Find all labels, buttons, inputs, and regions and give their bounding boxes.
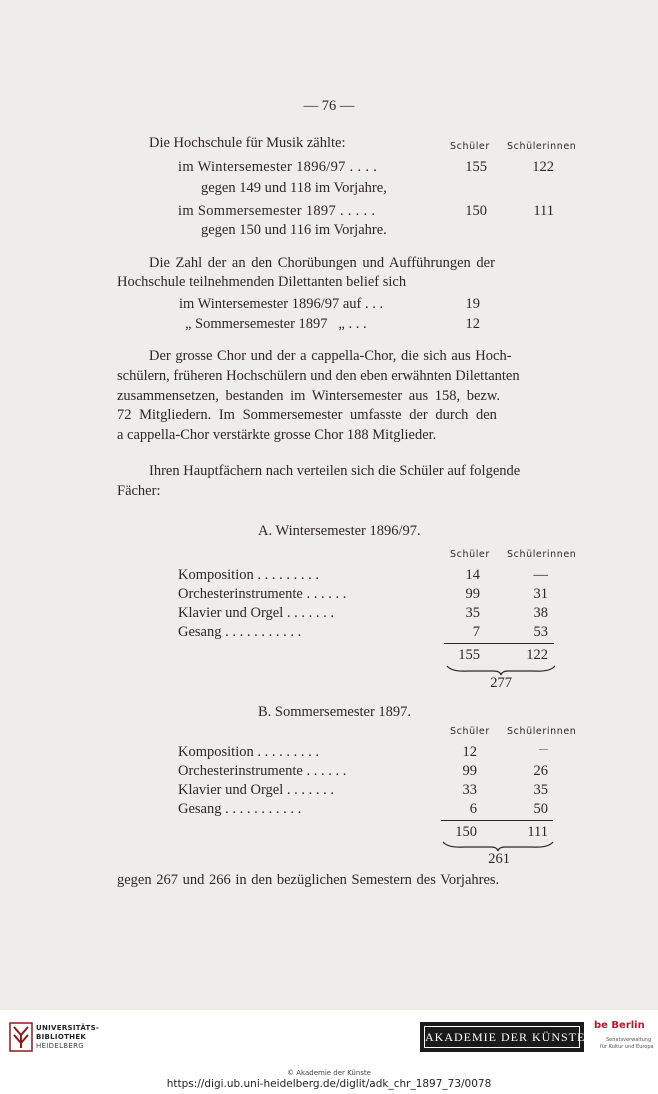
section2-row2-value: 12 — [465, 316, 480, 332]
table-a-row-schuelerinnen: 53 — [533, 624, 548, 640]
table-a-row-label: Klavier und Orgel . . . . . . . — [178, 605, 334, 621]
table-b-row-label: Komposition . . . . . . . . . — [178, 744, 319, 760]
section3-line5: a cappella-Chor verstärkte grosse Chor 188 Mitglieder. — [117, 427, 437, 443]
table-b-sum-schueler: 150 — [455, 824, 477, 840]
table-a-row-schueler: 7 — [472, 624, 480, 640]
section1-row2-note: gegen 150 und 116 im Vorjahre. — [201, 222, 387, 238]
table-a-row-schueler: 99 — [465, 586, 480, 602]
table-b-sum-rule — [441, 820, 553, 821]
section3-line2: schülern, früheren Hochschülern und den eben erwähnten Dilettanten — [117, 368, 520, 384]
source-url-link[interactable]: https://digi.ub.uni-heidelberg.de/diglit/adk_chr_1897_73/0078 — [166, 1078, 492, 1090]
table-a-row-label: Komposition . . . . . . . . . — [178, 567, 319, 583]
uni-line3: HEIDELBERG — [36, 1042, 84, 1050]
table-a-row-schueler: 35 — [465, 605, 480, 621]
table-b-row-schuelerinnen: — — [539, 744, 548, 754]
table-b-row-schuelerinnen: 26 — [533, 763, 548, 779]
table-b-total: 261 — [488, 851, 510, 867]
table-a-col-schuelerinnen: Schülerinnen — [507, 549, 577, 560]
section2-line2: Hochschule teilnehmenden Dilettanten belief sich — [117, 274, 407, 290]
table-b-row-label: Gesang . . . . . . . . . . . — [178, 801, 302, 817]
section1-row2-label: im Sommersemester 1897 . . . . . — [178, 203, 376, 219]
section3-line3: zusammensetzen, bestanden im Wintersemester aus 158, bezw. — [117, 388, 501, 404]
table-a-row-schuelerinnen: — — [533, 567, 548, 583]
table-b-row-schuelerinnen: 50 — [533, 801, 548, 817]
university-library-logo-icon — [9, 1022, 33, 1052]
table-a-row-schuelerinnen: 38 — [533, 605, 548, 621]
section2-row1-label: im Wintersemester 1896/97 auf . . . — [179, 296, 384, 312]
table-b-row-label: Orchesterinstrumente . . . . . . — [178, 763, 347, 779]
table-b-row-label: Klavier und Orgel . . . . . . . — [178, 782, 334, 798]
table-a-sum-schuelerinnen: 122 — [526, 647, 548, 663]
table-a-row-schueler: 14 — [465, 567, 480, 583]
table-a-col-schueler: Schüler — [450, 549, 490, 560]
table-b-title: B. Sommersemester 1897. — [258, 704, 412, 720]
section4-line1: Ihren Hauptfächern nach verteilen sich die Schüler auf folgende — [149, 463, 521, 479]
uni-line2: BIBLIOTHEK — [36, 1033, 87, 1041]
table-b-sum-schuelerinnen: 111 — [527, 824, 548, 840]
table-b-row-schuelerinnen: 35 — [533, 782, 548, 798]
berlin-logo — [594, 1020, 654, 1056]
section1-row1-schueler: 155 — [465, 159, 487, 175]
section1-row1-note: gegen 149 und 118 im Vorjahre, — [201, 180, 387, 196]
akademie-logo — [420, 1022, 584, 1052]
section1-row2-schuelerinnen: 111 — [533, 203, 554, 219]
page-number: — 76 — — [303, 98, 355, 114]
table-a-sum-rule — [444, 643, 554, 644]
table-a-row-label: Orchesterinstrumente . . . . . . — [178, 586, 347, 602]
table-b-col-schueler: Schüler — [450, 726, 490, 737]
table-a-title: A. Wintersemester 1896/97. — [258, 523, 421, 539]
section2-row1-value: 19 — [465, 296, 480, 312]
table-a-total: 277 — [490, 675, 512, 691]
table-a-row-label: Gesang . . . . . . . . . . . — [178, 624, 302, 640]
section1-row2-schueler: 150 — [465, 203, 487, 219]
section1-row1-label: im Wintersemester 1896/97 . . . . — [178, 159, 378, 175]
table-b-row-schueler: 33 — [462, 782, 477, 798]
copyright-text: © Akademie der Künste — [287, 1069, 371, 1077]
table-b-row-schueler: 12 — [462, 744, 477, 760]
section1-col-schuelerinnen: Schülerinnen — [507, 141, 577, 152]
berlin-sub2: für Kultur und Europa — [600, 1044, 654, 1050]
digitization-footer — [0, 1010, 658, 1094]
table-b-row-schueler: 99 — [462, 763, 477, 779]
section4-line2: Fächer: — [117, 483, 161, 499]
section2-row2-label: „ Sommersemester 1897 „ . . . — [185, 316, 367, 332]
section1-row1-schuelerinnen: 122 — [532, 159, 554, 175]
akademie-logo-label: AKADEMIE DER KÜNSTE — [424, 1026, 580, 1048]
table-b-col-schuelerinnen: Schülerinnen — [507, 726, 577, 737]
section3-line1: Der grosse Chor und der a cappella-Chor, die sich aus Hoch- — [149, 348, 512, 364]
table-a-sum-schueler: 155 — [458, 647, 480, 663]
table-a-row-schuelerinnen: 31 — [533, 586, 548, 602]
closing-sentence: gegen 267 und 266 in den bezüglichen Semestern des Vorjahres. — [117, 872, 500, 888]
section1-intro: Die Hochschule für Musik zählte: — [149, 135, 346, 151]
berlin-sub1: Senatsverwaltung — [606, 1037, 652, 1043]
uni-line1: UNIVERSITÄTS- — [36, 1024, 100, 1032]
section3-line4: 72 Mitgliedern. Im Sommersemester umfasste der durch den — [117, 407, 497, 423]
table-b-row-schueler: 6 — [469, 801, 477, 817]
berlin-logo-text: be Berlin — [594, 1020, 645, 1031]
section1-col-schueler: Schüler — [450, 141, 490, 152]
section2-line1: Die Zahl der an den Chorübungen und Aufführungen der — [149, 255, 495, 271]
